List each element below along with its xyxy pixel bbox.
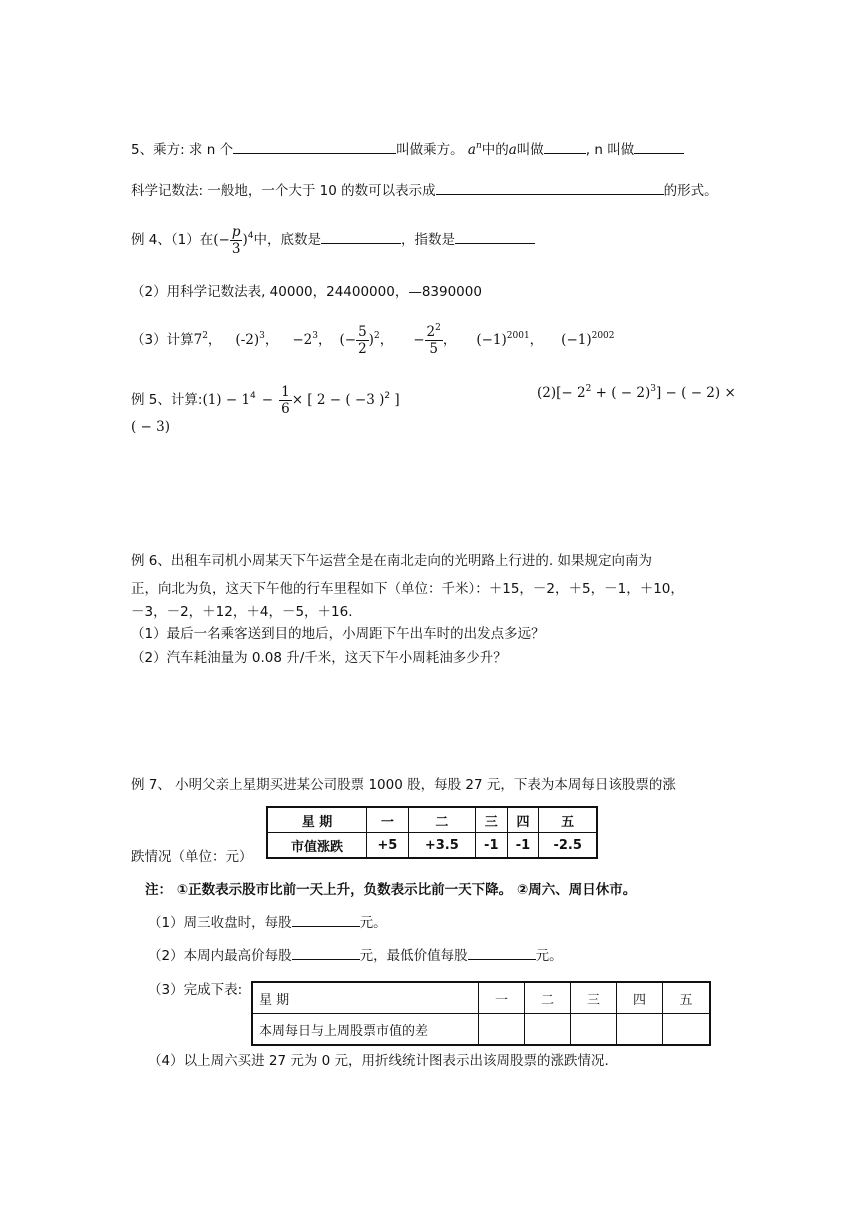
ex7-q2-c: 元。 xyxy=(535,948,563,964)
ex6-q2: （2）汽车耗油量为 0.08 升/千米，这天下午小周耗油多少升？ xyxy=(131,650,507,666)
power-exp: n xyxy=(475,141,482,151)
paren-close: ) xyxy=(242,232,248,248)
ex7-line2: 跌情况（单位：元） xyxy=(131,849,253,865)
ex6-line3: －3，－2，＋12，＋4，－5，＋16. xyxy=(131,604,353,620)
q5-mid3: 叫做 xyxy=(516,142,544,158)
ex7-q2-a: （2）本周内最高价每股 xyxy=(148,948,292,964)
ex7-line1: 例 7、 小明父亲上星期买进某公司股票 1000 股，每股 27 元，下表为本周每日该股票的涨 xyxy=(131,777,676,793)
ex7-note: 注： ①正数表示股市比前一天上升，负数表示比前一天下降。 ②周六、周日休市。 xyxy=(145,882,637,898)
q5-prefix: 5、乘方: 求 n 个 xyxy=(131,142,234,158)
ex5-p2-exp2: 3 xyxy=(650,384,656,394)
difference-table xyxy=(251,981,711,1046)
calc-2: (-2) xyxy=(235,332,260,348)
table-cell: 星 期 xyxy=(252,982,479,1014)
fraction-2sq-5 xyxy=(425,324,443,357)
calc-5-sign: − xyxy=(413,332,425,348)
table-row xyxy=(252,982,710,1014)
ex7-q1-a: （1）周三收盘时，每股 xyxy=(148,915,292,931)
calc-7-exp: 2002 xyxy=(591,331,615,341)
calc-4-open: (− xyxy=(339,332,357,348)
table-row xyxy=(252,1014,710,1046)
table-cell: 三 xyxy=(475,807,507,833)
ex7-q3: （3）完成下表: xyxy=(148,982,243,998)
calc-3: −2 xyxy=(292,332,313,348)
calc-7: (−1) xyxy=(561,332,592,348)
frac-den: 5 xyxy=(429,341,438,357)
ex5-p1-b: − xyxy=(261,392,274,408)
ex5-p1-a-exp: 4 xyxy=(250,391,256,401)
table-cell: -2.5 xyxy=(539,833,597,859)
ex5-part2 xyxy=(537,384,736,402)
frac-num: p xyxy=(231,223,241,240)
frac-den: 2 xyxy=(358,341,367,357)
base-var: a xyxy=(508,142,517,158)
sep: ， xyxy=(264,332,279,348)
sep: ， xyxy=(317,332,332,348)
ex5-p1-d: ] xyxy=(390,392,400,408)
frac-den: 3 xyxy=(231,240,241,257)
answer-blank[interactable] xyxy=(292,946,360,960)
frac-num: 5 xyxy=(358,324,367,340)
table-cell: 四 xyxy=(617,982,663,1014)
ex6-line1: 例 6、出租车司机小周某天下午运营全是在南北走向的光明路上行进的. 如果规定向南为 xyxy=(131,553,652,569)
sep: ， xyxy=(529,332,544,348)
ex5-p1-c-exp: 2 xyxy=(384,391,391,401)
answer-blank[interactable] xyxy=(544,140,586,154)
frac-den: 6 xyxy=(281,400,290,417)
ex5-p2-c: ] − ( − 2) × xyxy=(655,385,736,401)
table-cell: 五 xyxy=(539,807,597,833)
ex4-label: 例 4、 xyxy=(131,232,171,248)
calc-6-exp: 2001 xyxy=(506,331,530,341)
ex5-p2-exp1: 2 xyxy=(585,384,592,394)
table-cell: 四 xyxy=(507,807,539,833)
answer-blank[interactable] xyxy=(455,230,535,244)
ex6-q1: （1）最后一名乘客送到目的地后，小周距下午出车时的出发点多远？ xyxy=(131,626,545,642)
table-cell: 市值涨跌 xyxy=(267,833,367,859)
ex7-q1 xyxy=(148,913,387,932)
sci-prefix: 科学记数法: 一般地，一个大于 10 的数可以表示成 xyxy=(131,183,436,199)
answer-blank[interactable] xyxy=(321,230,401,244)
table-cell: -1 xyxy=(507,833,539,859)
frac-exp: 4 xyxy=(247,231,254,241)
paren-open: (− xyxy=(213,232,230,248)
table-cell: +5 xyxy=(367,833,409,859)
ex5-p2-a: (2)[− 2 xyxy=(537,385,586,401)
table-row xyxy=(267,807,597,833)
table-cell: 本周每日与上周股票市值的差 xyxy=(252,1014,479,1046)
ex7-q2-b: 元，最低价值每股 xyxy=(359,948,468,964)
frac-num: 1 xyxy=(281,383,290,400)
calc-2-exp: 3 xyxy=(259,331,265,341)
answer-cell[interactable] xyxy=(663,1014,711,1046)
answer-cell[interactable] xyxy=(525,1014,571,1046)
q5-line xyxy=(131,140,684,159)
table-cell: +3.5 xyxy=(408,833,475,859)
sci-suffix: 的形式。 xyxy=(663,183,718,199)
answer-blank[interactable] xyxy=(634,140,684,154)
stock-change-table xyxy=(266,806,598,859)
ex7-q2 xyxy=(148,946,563,965)
ex5-part2-cont: ( − 3) xyxy=(131,419,171,435)
ex6-line2: 正，向北为负，这天下午他的行车里程如下（单位：千米）：＋15，－2，＋5，－1，＋10， xyxy=(131,581,684,597)
ex7-q1-b: 元。 xyxy=(359,915,387,931)
ex4-part1-mid: 中，底数是 xyxy=(253,232,321,248)
table-cell: 星 期 xyxy=(267,807,367,833)
table-cell: -1 xyxy=(475,833,507,859)
ex7-q4: （4）以上周六买进 27 元为 0 元，用折线统计图表示出该周股票的涨跌情况. xyxy=(148,1053,609,1069)
sep: ， xyxy=(379,332,394,348)
calc-3-exp: 3 xyxy=(312,331,318,341)
ex5-p1-a: (1) − 1 xyxy=(202,392,251,408)
answer-blank[interactable] xyxy=(233,140,396,154)
calc-1: 7 xyxy=(193,332,203,348)
sci-line xyxy=(131,181,718,200)
table-row xyxy=(267,833,597,859)
ex4-part2: （2）用科学记数法表, 40000，24400000，—8390000 xyxy=(131,284,482,300)
ex5-label: 例 5、计算: xyxy=(131,392,203,408)
q5-mid1: 叫做乘方。 xyxy=(396,142,464,158)
calc-4-close: ) xyxy=(368,332,374,348)
sep: ， xyxy=(207,332,222,348)
table-cell: 一 xyxy=(367,807,409,833)
q5-mid2: 中的 xyxy=(481,142,509,158)
answer-cell[interactable] xyxy=(479,1014,525,1046)
answer-cell[interactable] xyxy=(617,1014,663,1046)
table-cell: 二 xyxy=(408,807,475,833)
sep: ， xyxy=(442,332,457,348)
answer-cell[interactable] xyxy=(571,1014,617,1046)
answer-blank[interactable] xyxy=(468,946,536,960)
q5-mid4: , n 叫做 xyxy=(585,142,635,158)
calc-6: (−1) xyxy=(476,332,507,348)
calc-4-exp: 2 xyxy=(373,331,380,341)
ex4-part3-prefix: （3）计算 xyxy=(131,332,194,348)
ex4-part1-mid2: ，指数是 xyxy=(401,232,455,248)
answer-blank[interactable] xyxy=(436,181,664,195)
table-cell: 二 xyxy=(525,982,571,1014)
fraction-p-3 xyxy=(230,224,243,257)
table-cell: 五 xyxy=(663,982,711,1014)
fraction-1-6 xyxy=(279,384,292,417)
table-cell: 一 xyxy=(479,982,525,1014)
ex5-p1-c: × [ 2 − ( −3 ) xyxy=(291,392,385,408)
answer-blank[interactable] xyxy=(292,913,360,927)
ex4-part3 xyxy=(131,322,615,358)
ex5-p2-b: + ( − 2) xyxy=(591,385,651,401)
frac-num-exp: 2 xyxy=(435,323,441,333)
calc-1-exp: 2 xyxy=(202,331,208,341)
ex5-line xyxy=(131,382,400,418)
frac-num: 2 xyxy=(426,324,436,340)
fraction-5-2 xyxy=(356,324,369,357)
ex4-part1 xyxy=(131,222,535,258)
table-cell: 三 xyxy=(571,982,617,1014)
power-base: a xyxy=(467,142,476,158)
ex4-part1-prefix: （1）在 xyxy=(170,232,214,248)
